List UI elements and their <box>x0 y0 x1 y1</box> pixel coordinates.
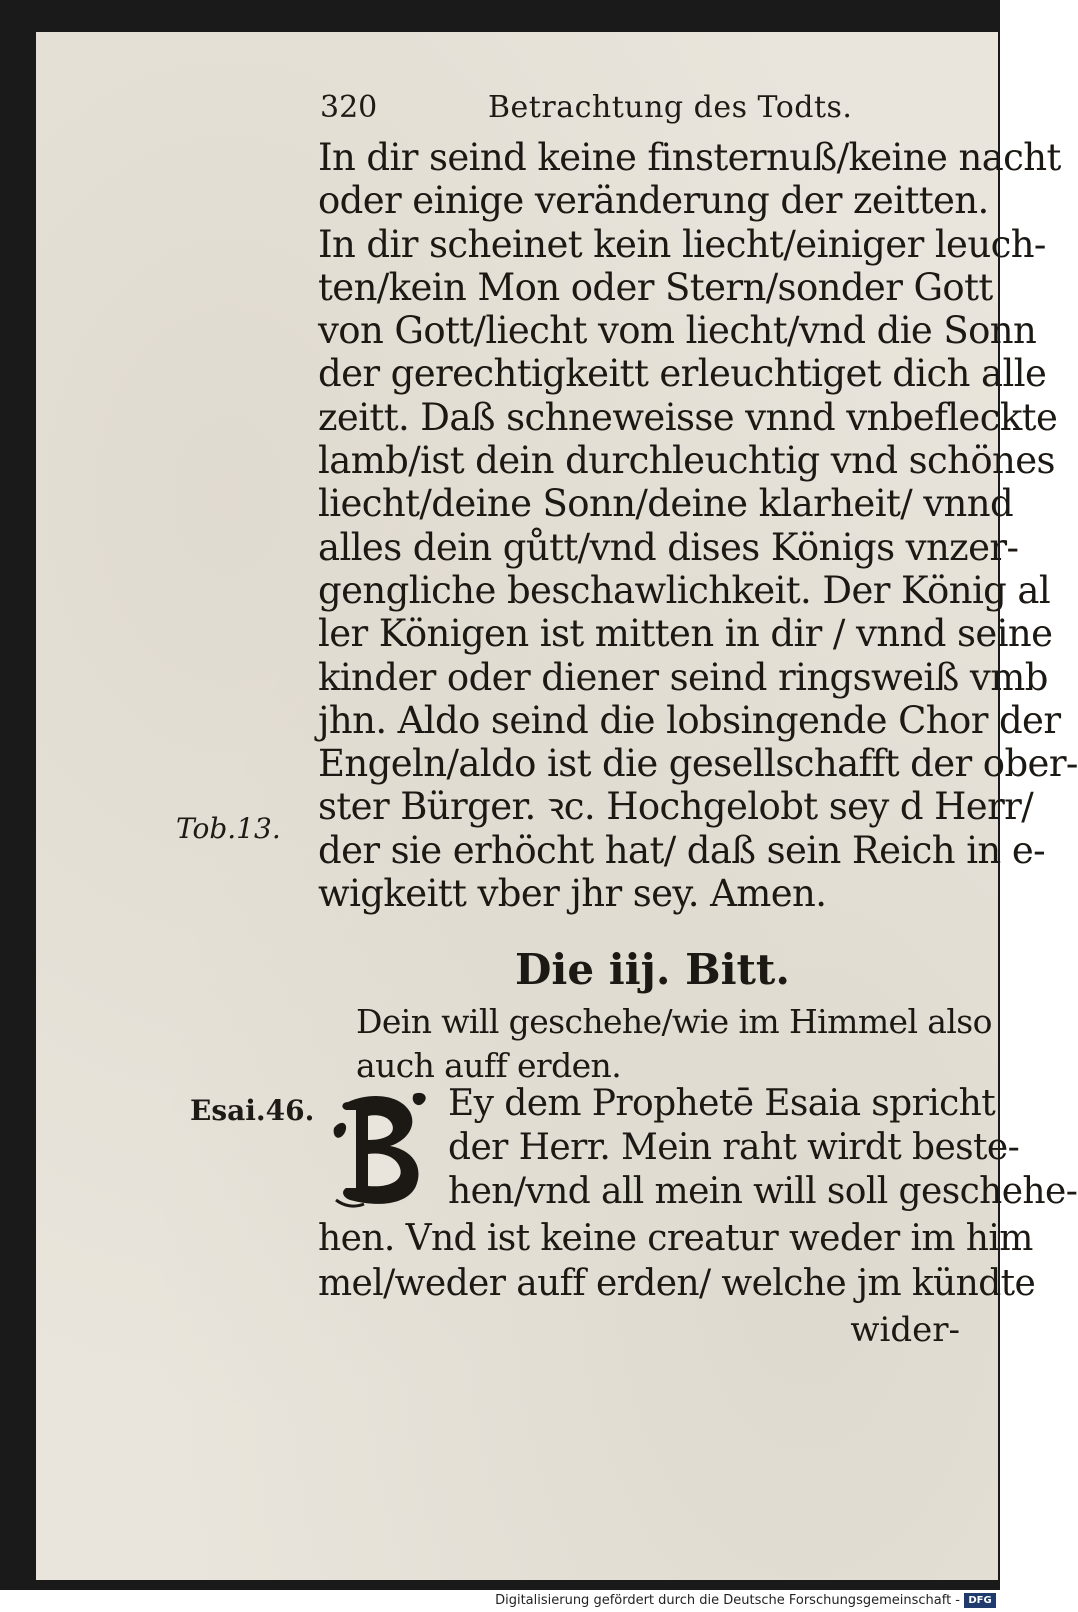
text-line: kinder oder diener seind ringsweiß vmb <box>318 655 1048 699</box>
text-line: Ey dem Prophetē Esaia spricht <box>448 1083 996 1124</box>
margin-note-tob: Tob.13. <box>176 812 281 845</box>
text-line: ler Königen ist mitten in dir / vnnd seine <box>318 612 1053 656</box>
funding-credit: Digitalisierung gefördert durch die Deutsche Forschungsgemeinschaft - <box>495 1593 960 1608</box>
text-line: gengliche beschawlichkeit. Der König al <box>318 568 1051 612</box>
section-heading: Die iij. Bitt. <box>515 945 790 994</box>
text-line: mel/weder auff erden/ welche jm kündte <box>318 1263 1036 1304</box>
text-line: In dir seind keine finsternuß/keine nacht <box>318 136 1061 179</box>
text-line: der sie erhöcht hat/ daß sein Reich in e- <box>318 828 1046 872</box>
text-line: der Herr. Mein raht wirdt beste- <box>448 1127 1020 1168</box>
text-line: liecht/deine Sonn/deine klarheit/ vnnd <box>318 482 1014 526</box>
scripture-verse <box>356 1000 992 1088</box>
text-line: ster Bürger. ꝛc. Hochgelobt sey d Herr/ <box>318 785 1034 829</box>
text-line: alles dein gůtt/vnd dises Königs vnzer- <box>318 525 1019 569</box>
page-number: 320 <box>320 90 378 125</box>
text-line: von Gott/liecht vom liecht/vnd die Sonn <box>318 309 1037 353</box>
ornamental-initial-icon <box>330 1088 434 1212</box>
drop-cap-initial <box>330 1088 434 1212</box>
text-line: oder einige veränderung der zeitten. <box>318 179 989 223</box>
dfg-logo: DFG <box>964 1593 996 1608</box>
digitization-footer <box>0 1590 1000 1612</box>
verse-line: auch auff erden. <box>356 1046 622 1085</box>
text-line: In dir scheinet kein liecht/einiger leuch- <box>318 222 1046 266</box>
text-line: hen/vnd all mein will soll geschehe- <box>448 1171 1078 1212</box>
text-line: lamb/ist dein durchleuchtig vnd schönes <box>318 439 1055 483</box>
main-text <box>318 136 1078 916</box>
text-line: zeitt. Daß schneweisse vnnd vnbefleckte <box>318 395 1058 439</box>
verse-line: Dein will geschehe/wie im Himmel also <box>356 1002 992 1041</box>
running-head: Betrachtung des Todts. <box>488 90 853 125</box>
text-line: wigkeitt vber jhr sey. Amen. <box>318 872 827 916</box>
margin-note-esai: Esai.46. <box>190 1094 315 1127</box>
text-line: jhn. Aldo seind die lobsingende Chor der <box>318 698 1061 742</box>
page-header <box>320 90 860 132</box>
text-line: ten/kein Mon oder Stern/sonder Gott <box>318 265 993 309</box>
text-line: der gerechtigkeitt erleuchtiget dich alle <box>318 352 1047 396</box>
text-line: hen. Vnd ist keine creatur weder im him <box>318 1218 1033 1259</box>
paragraph-continuation <box>318 1216 1036 1306</box>
paragraph-opening <box>448 1082 1078 1214</box>
catchword: wider- <box>850 1310 960 1350</box>
text-line: Engeln/aldo ist die gesellschafft der ober- <box>318 742 1078 786</box>
